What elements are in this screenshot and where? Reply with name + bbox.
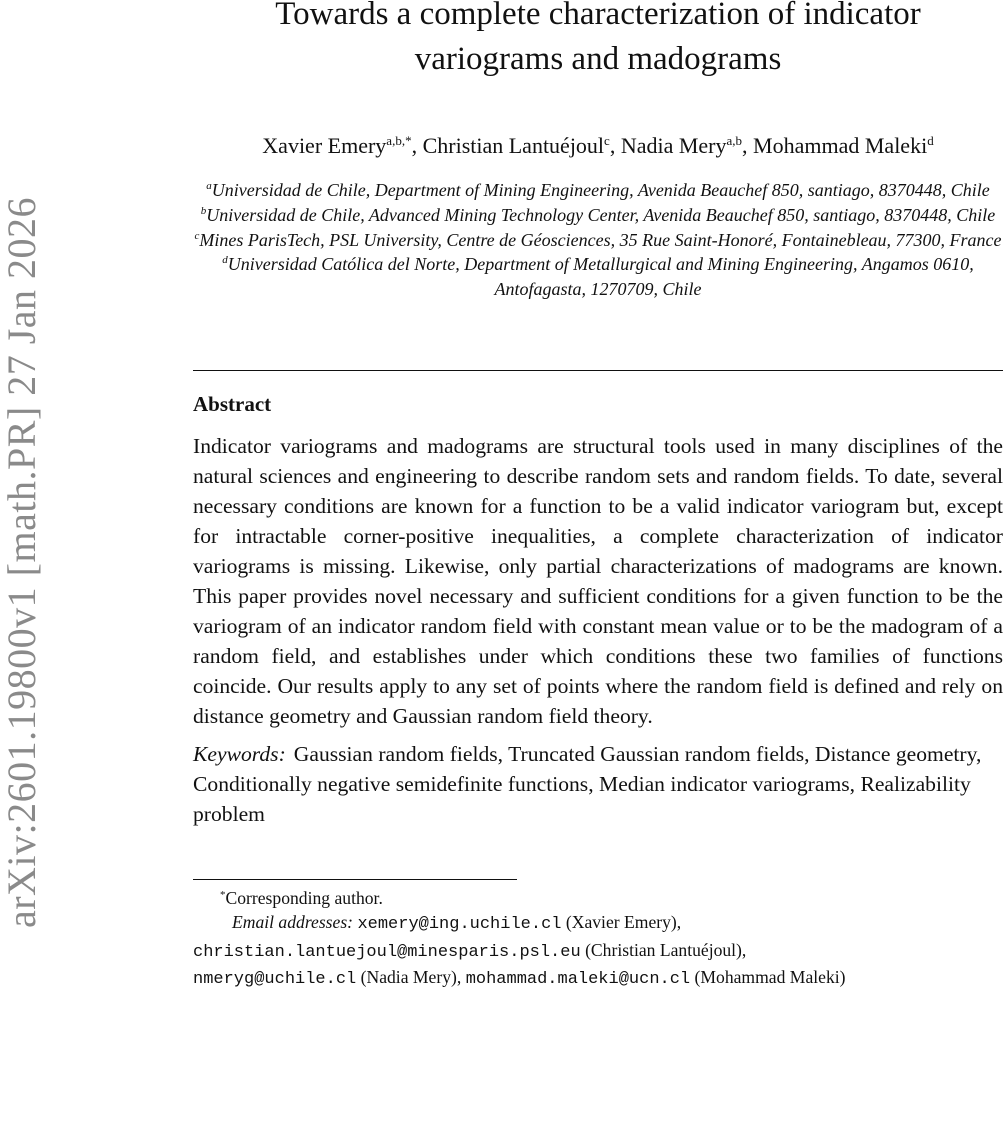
abstract-top-rule xyxy=(193,370,1003,371)
affiliation-list xyxy=(193,178,1003,302)
email-link[interactable]: nmeryg@uchile.cl xyxy=(193,970,357,990)
arxiv-identifier: arXiv:2601.19800v1 [math.PR] 27 Jan 2026 xyxy=(0,196,45,929)
paper-page xyxy=(193,0,1003,993)
author: Xavier Emery$^{a,b,*}$, xyxy=(262,133,423,158)
paper-title xyxy=(193,0,1003,82)
abstract-body: Indicator variograms and madograms are structural tools used in many disciplines of the natural sciences and engineering to describe random sets and random fields. To date, several necessary conditions are known for a function to be a valid indicator variogram but, except for intractable corner-positive inequalities, a complete characterization of indicator variograms is missing. Likewise, only partial characterizations of madograms are known. This paper provides novel necessary and sufficient conditions for a given function to be the variogram of an indicator random field with constant mean value or to be the madogram of a random field, and establishes under which conditions these two families of functions coincide. Our results apply to any set of points where the random field is defined and rely on distance geometry and Gaussian random field theory. xyxy=(193,433,1003,728)
abstract-heading: Abstract xyxy=(193,391,272,416)
keywords-text: Gaussian random fields, Truncated Gaussian random fields, Distance geometry, Conditionally negative semidefinite functions, Median indicator variograms, Realizability problem xyxy=(193,741,982,826)
affiliation: $^d$Universidad Católica del Norte, Department of Metallurgical and Mining Engineering, Angamos 0610, Antofagasta, 1270709, Chile xyxy=(222,254,974,300)
author: Nadia Mery$^{a,b}$, xyxy=(620,133,754,158)
title-line-2: variograms and madograms xyxy=(414,41,782,77)
keywords xyxy=(193,739,1003,829)
author: Mohammad Maleki$^d$ xyxy=(753,133,934,158)
title-line-1: Towards a complete characterization of indicator xyxy=(275,0,921,32)
footnotes xyxy=(193,886,1003,993)
email-addresses: Email addresses: xemery@ing.uchile.cl (Xavier Emery), christian.lantuejoul@minesparis.psl.eu (Christian Lantuéjoul), nmeryg@uchile.cl (Nadia Mery), mohammad.maleki@ucn.cl (Mohammad Maleki) xyxy=(193,912,846,990)
corresponding-author-note: *Corresponding author. xyxy=(220,887,383,908)
affiliation: $^b$Universidad de Chile, Advanced Mining Technology Center, Avenida Beauchef 850, santiago, 8370448, Chile xyxy=(200,204,996,225)
affiliation: $^c$Mines ParisTech, PSL University, Centre de Géosciences, 35 Rue Saint-Honoré, Fontainebleau, 77300, France xyxy=(194,229,1002,250)
email-link[interactable]: xemery@ing.uchile.cl xyxy=(357,915,562,935)
keywords-label: Keywords: xyxy=(193,741,286,766)
footnote-rule xyxy=(193,879,517,880)
affiliation: $^a$Universidad de Chile, Department of Mining Engineering, Avenida Beauchef 850, santiago, 8370448, Chile xyxy=(206,180,990,200)
email-link[interactable]: christian.lantuejoul@minesparis.psl.eu xyxy=(193,942,581,962)
author: Christian Lantuéjoul$^c$, xyxy=(422,133,621,158)
arxiv-sidebar-stamp xyxy=(0,180,45,945)
email-label: Email addresses: xyxy=(232,912,354,933)
author-list xyxy=(193,132,1003,160)
email-link[interactable]: mohammad.maleki@ucn.cl xyxy=(465,970,691,990)
